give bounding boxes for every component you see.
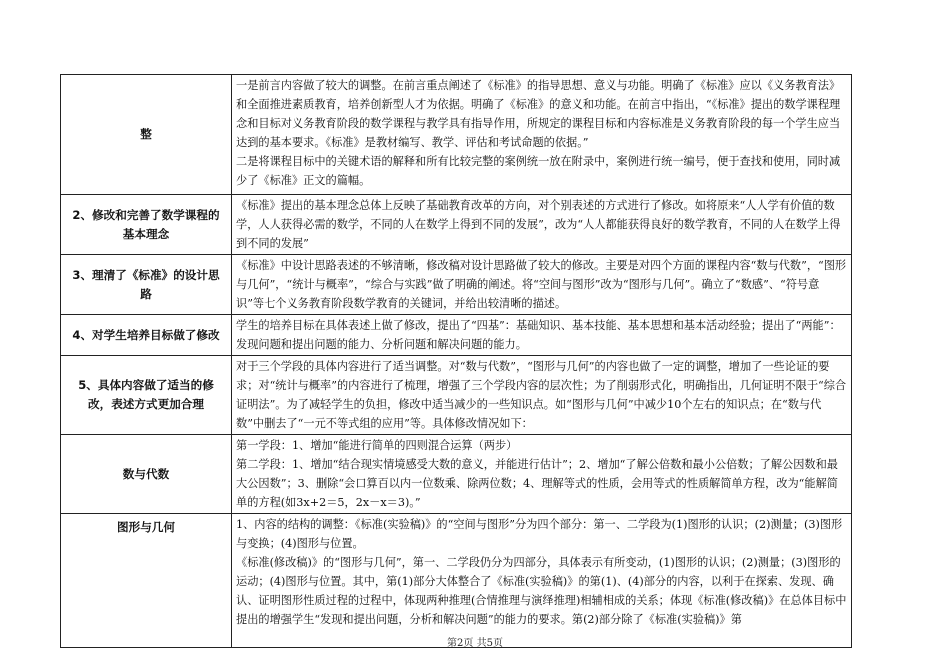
paragraph: 1、内容的结构的调整：《标准(实验稿)》的“空间与图形”分为四个部分：第一、二学段为(1)图形的认识；(2)测量；(3)图形与变换；(4)图形与位置。	[236, 518, 843, 550]
row-content	[232, 255, 852, 315]
row-content	[232, 315, 852, 356]
page-number: 第2页 共5页	[447, 638, 503, 649]
content-table	[60, 74, 852, 648]
table-row	[61, 255, 852, 315]
paragraph: 第二学段：1、增加“结合现实情境感受大数的意义，并能进行估计”；2、增加“了解公倍数和最小公倍数；了解公因数和最大公因数”；3、删除“会口算百以内一位数乘、除两位数；4、理解等式的性质，会用等式的性质解简单方程，改为“能解简单的方程(如3x+2＝5，2x－x＝3)。”	[236, 458, 838, 509]
paragraph: 《标准》提出的基本理念总体上反映了基础教育改革的方向，对个别表述的方式进行了修改。如将原来“人人学有价值的数学，人人获得必需的数学，不同的人在数学上得到不同的发展”，改为“人人都能获得良好的数学教育，不同的人在数学上得到不同的发展”	[236, 199, 841, 250]
row-content	[232, 195, 852, 255]
table-row	[61, 356, 852, 435]
table-row	[61, 195, 852, 255]
table-row	[61, 435, 852, 514]
paragraph: 学生的培养目标在具体表述上做了修改，提出了“四基”：基础知识、基本技能、基本思想和基本活动经验；提出了“两能”：发现问题和提出问题的能力、分析问题和解决问题的能力。	[236, 319, 841, 351]
table-row	[61, 75, 852, 195]
row-content	[232, 75, 852, 195]
row-label: 2、修改和完善了数学课程的基本理念	[61, 195, 232, 255]
row-label: 3、理清了《标准》的设计思路	[61, 255, 232, 315]
paragraph: 第一学段：1、增加“能进行简单的四则混合运算（两步）	[236, 439, 518, 452]
paragraph: 对于三个学段的具体内容进行了适当调整。对“数与代数”，“图形与几何”的内容也做了一定的调整，增加了一些论证的要求；对“统计与概率”的内容进行了梳理，增强了三个学段内容的层次性；为了削弱形式化，明确指出，几何证明不限于“综合证明法”。为了减轻学生的负担，修改中适当减少的一些知识点。如“图形与几何”中减少10个左右的知识点；在“数与代数”中删去了“一元不等式组的应用”等。具体修改情况如下：	[236, 360, 847, 430]
table-row	[61, 315, 852, 356]
table-row	[61, 514, 852, 648]
row-label: 图形与几何	[61, 514, 232, 648]
row-label: 整	[61, 75, 232, 195]
paragraph: 《标准》中设计思路表述的不够清晰，修改稿对设计思路做了较大的修改。主要是对四个方面的课程内容“数与代数”，“图形与几何”，“统计与概率”，“综合与实践”做了明确的阐述。将“空间与图形”改为“图形与几何”。确立了“数感”、“符号意识”等七个义务教育阶段数学教育的关键词，并给出较清晰的描述。	[236, 259, 847, 310]
paragraph: 《标准(修改稿)》的“图形与几何”，第一、二学段仍分为四部分，具体表示有所变动，(1)图形的认识；(2)测量；(3)图形的运动；(4)图形与位置。其中，第(1)部分大体整合了《标准(实验稿)》的第(1)、(4)部分的内容，以利于在探索、发现、确认、证明图形性质过程的过程中，体现两种推理(合情推理与演绎推理)相辅相成的关系；体现《标准(修改稿)》在总体目标中提出的增强学生“发现和提出问题，分析和解决问题”的能力的要求。第(2)部分除了《标准(实验稿)》第	[236, 556, 847, 626]
paragraph: 一是前言内容做了较大的调整。在前言重点阐述了《标准》的指导思想、意义与功能。明确了《标准》应以《义务教育法》和全面推进素质教育，培养创新型人才为依据。明确了《标准》的意义和功能。在前言中指出，“《标准》提出的数学课程理念和目标对义务教育阶段的数学课程与教学具有指导作用，所规定的课程目标和内容标准是义务教育阶段的每一个学生应当达到的基本要求。《标准》是教材编写、教学、评估和考试命题的依据。”	[236, 79, 841, 149]
row-label: 数与代数	[61, 435, 232, 514]
row-content	[232, 356, 852, 435]
row-label: 4、对学生培养目标做了修改	[61, 315, 232, 356]
paragraph: 二是将课程目标中的关键术语的解释和所有比较完整的案例统一放在附录中，案例进行统一编号，便于查找和使用，同时减少了《标准》正文的篇幅。	[236, 155, 841, 187]
row-label: 5、具体内容做了适当的修改，表述方式更加合理	[61, 356, 232, 435]
row-content	[232, 435, 852, 514]
row-content	[232, 514, 852, 648]
